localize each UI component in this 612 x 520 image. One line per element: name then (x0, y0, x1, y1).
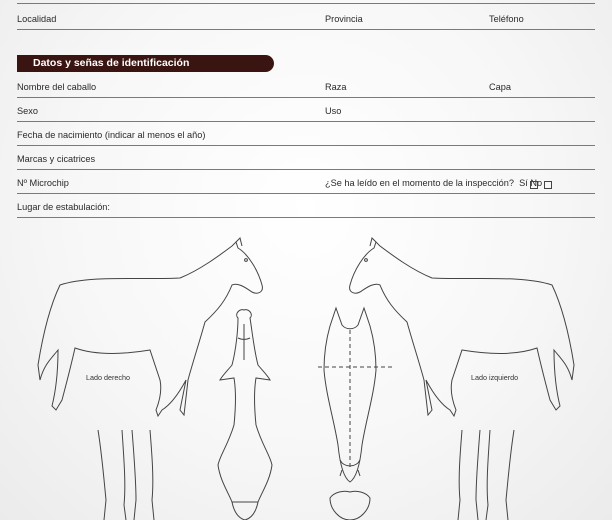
microchip-row (17, 175, 595, 194)
horse-left-side (350, 238, 574, 416)
section-title-bar: Datos y señas de identificación (17, 55, 274, 72)
horse-right-side (38, 238, 262, 416)
no-checkbox[interactable] (544, 181, 552, 189)
birth-date-label: Fecha de nacimiento (indicar al menos el año) (17, 130, 206, 140)
right-side-label: Lado derecho (86, 373, 130, 382)
marks-label: Marcas y cicatrices (17, 154, 96, 164)
head-front-view (318, 308, 392, 520)
chip-read-question (325, 178, 542, 188)
no-label: No (530, 178, 543, 188)
birth-date-row (17, 127, 595, 146)
localidad-label: Localidad (17, 14, 57, 24)
stable-place-label: Lugar de estabulación: (17, 202, 110, 212)
provincia-label: Provincia (325, 14, 363, 24)
neck-underside-view (218, 310, 272, 520)
horse-right-legs (98, 430, 154, 520)
horse-left-legs (458, 430, 514, 520)
yes-checkbox[interactable] (530, 181, 538, 189)
marks-row (17, 151, 595, 170)
microchip-label: Nº Microchip (17, 178, 69, 188)
sex-use-row (17, 103, 595, 122)
owner-name-row (17, 0, 595, 4)
coat-label: Capa (489, 82, 511, 92)
horse-name-label: Nombre del caballo (17, 82, 97, 92)
yes-label: Sí (519, 178, 528, 188)
telefono-label: Teléfono (489, 14, 524, 24)
sex-label: Sexo (17, 106, 38, 116)
stable-place-row (17, 199, 595, 218)
left-side-label: Lado izquierdo (471, 373, 519, 382)
chip-read-question-text: ¿Se ha leído en el momento de la inspección? (325, 178, 514, 188)
breed-label: Raza (325, 82, 347, 92)
owner-location-row (17, 11, 595, 30)
use-label: Uso (325, 106, 342, 116)
horse-name-row (17, 79, 595, 98)
